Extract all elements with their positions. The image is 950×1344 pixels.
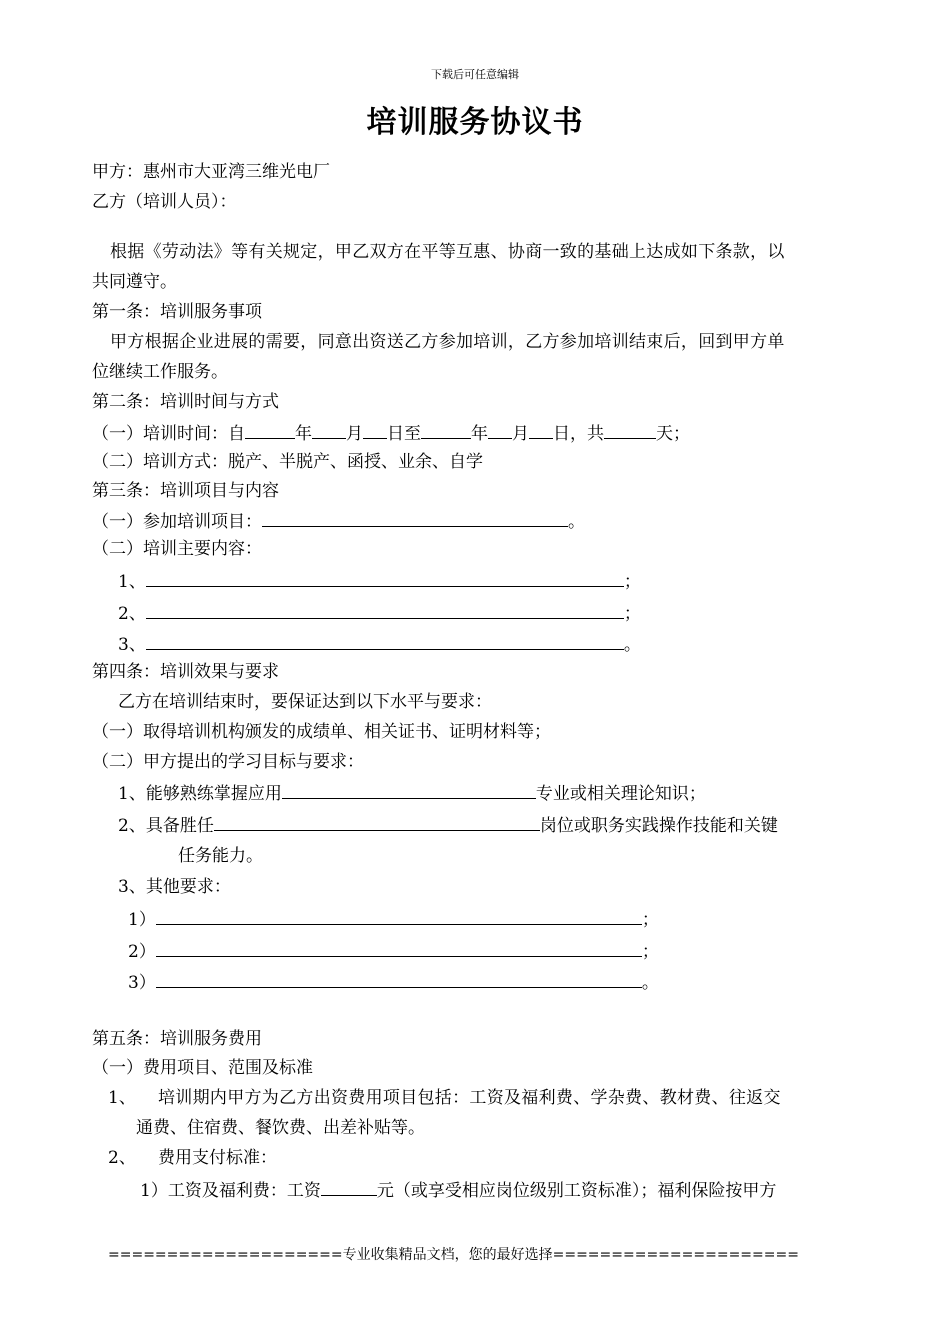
- other-blank-1[interactable]: [156, 907, 642, 925]
- training-time-label: （一）培训时间：自: [92, 424, 245, 444]
- day-total-label: 日，共: [553, 424, 604, 444]
- article-5-item-1: （一）费用项目、范围及标准: [92, 1058, 313, 1078]
- requirement-2-label: 2、具备胜任: [118, 816, 214, 836]
- line-end: 。: [641, 973, 659, 993]
- cost-item-1-text-a: 培训期内甲方为乙方出资费用项目包括：工资及福利费、学杂费、教材费、往返交: [158, 1088, 781, 1108]
- item-number: 1、: [118, 572, 146, 592]
- line-end: ；: [623, 572, 641, 592]
- content-item-3: [118, 632, 641, 656]
- article-1-para-2: 位继续工作服务。: [92, 362, 228, 382]
- requirement-1-label: 1、能够熟练掌握应用: [118, 784, 282, 804]
- content-item-1: [118, 569, 641, 593]
- wage-blank[interactable]: [321, 1178, 377, 1196]
- wage-label: 1）工资及福利费：工资: [140, 1181, 321, 1201]
- training-project-line: [92, 509, 585, 533]
- line-end: 。: [623, 635, 641, 655]
- start-day-blank[interactable]: [363, 421, 387, 439]
- other-requirement-3: [128, 970, 659, 994]
- cost-item-1-text-b: 通费、住宿费、餐饮费、出差补贴等。: [136, 1118, 425, 1138]
- requirement-1: [118, 781, 706, 805]
- item-number: 2）: [128, 942, 156, 962]
- training-project-blank[interactable]: [262, 509, 568, 527]
- footer-banner: ====================专业收集精品文档，您的最好选择=====================: [108, 1247, 799, 1263]
- cost-item-2-number: 2、: [108, 1148, 136, 1168]
- article-4-item-2: （二）甲方提出的学习目标与要求：: [92, 752, 364, 772]
- content-blank-1[interactable]: [146, 569, 624, 587]
- days-label: 天；: [656, 424, 690, 444]
- wage-line: [140, 1178, 776, 1202]
- requirement-2-suffix: 岗位或职务实践操作技能和关键: [539, 816, 778, 836]
- requirement-1-suffix: 专业或相关理论知识；: [535, 784, 706, 804]
- total-days-blank[interactable]: [604, 421, 656, 439]
- month-label: 月: [512, 424, 529, 444]
- requirement-2: [118, 813, 778, 837]
- line-end: ；: [623, 604, 641, 624]
- line-end: 。: [568, 512, 585, 532]
- intro-line-1: 根据《劳动法》等有关规定，甲乙双方在平等互惠、协商一致的基础上达成如下条款，以: [110, 242, 785, 262]
- month-label: 月: [346, 424, 363, 444]
- end-year-blank[interactable]: [421, 421, 471, 439]
- content-blank-2[interactable]: [146, 601, 624, 619]
- requirement-3: 3、其他要求：: [118, 877, 231, 897]
- other-blank-3[interactable]: [156, 970, 642, 988]
- header-note: 下载后可任意编辑: [431, 68, 519, 81]
- start-year-blank[interactable]: [245, 421, 295, 439]
- item-number: 1）: [128, 910, 156, 930]
- year-label: 年: [295, 424, 312, 444]
- year-label: 年: [471, 424, 488, 444]
- start-month-blank[interactable]: [312, 421, 346, 439]
- article-1-title: 第一条：培训服务事项: [92, 302, 262, 322]
- item-number: 2、: [118, 604, 146, 624]
- training-content-label: （二）培训主要内容：: [92, 539, 262, 559]
- line-end: ；: [641, 942, 659, 962]
- other-requirement-2: [128, 939, 659, 963]
- article-5-title: 第五条：培训服务费用: [92, 1029, 262, 1049]
- item-number: 3）: [128, 973, 156, 993]
- article-4-intro: 乙方在培训结束时，要保证达到以下水平与要求：: [118, 692, 492, 712]
- article-3-title: 第三条：培训项目与内容: [92, 481, 279, 501]
- article-2-title: 第二条：培训时间与方式: [92, 392, 279, 412]
- party-b: 乙方（培训人员）：: [92, 192, 237, 212]
- content-blank-3[interactable]: [146, 632, 624, 650]
- training-mode: （二）培训方式：脱产、半脱产、函授、业余、自学: [92, 452, 483, 472]
- training-project-label: （一）参加培训项目：: [92, 512, 262, 532]
- intro-line-2: 共同遵守。: [92, 272, 177, 292]
- content-item-2: [118, 601, 641, 625]
- requirement-2-continued: 任务能力。: [178, 846, 263, 866]
- cost-item-2-text: 费用支付标准：: [158, 1148, 277, 1168]
- end-day-blank[interactable]: [529, 421, 553, 439]
- line-end: ；: [641, 910, 659, 930]
- wage-suffix: 元（或享受相应岗位级别工资标准）；福利保险按甲方: [376, 1181, 777, 1201]
- training-time-line: [92, 421, 690, 445]
- day-to-label: 日至: [387, 424, 421, 444]
- cost-item-1-number: 1、: [108, 1088, 136, 1108]
- end-month-blank[interactable]: [488, 421, 512, 439]
- other-requirement-1: [128, 907, 659, 931]
- document-title: 培训服务协议书: [366, 105, 584, 140]
- item-number: 3、: [118, 635, 146, 655]
- position-blank[interactable]: [214, 813, 540, 831]
- other-blank-2[interactable]: [156, 939, 642, 957]
- article-4-title: 第四条：培训效果与要求: [92, 662, 279, 682]
- article-1-para-1: 甲方根据企业进展的需要，同意出资送乙方参加培训，乙方参加培训结束后，回到甲方单: [110, 332, 785, 352]
- specialty-blank[interactable]: [282, 781, 536, 799]
- party-a: 甲方：惠州市大亚湾三维光电厂: [92, 162, 330, 182]
- article-4-item-1: （一）取得培训机构颁发的成绩单、相关证书、证明材料等；: [92, 722, 551, 742]
